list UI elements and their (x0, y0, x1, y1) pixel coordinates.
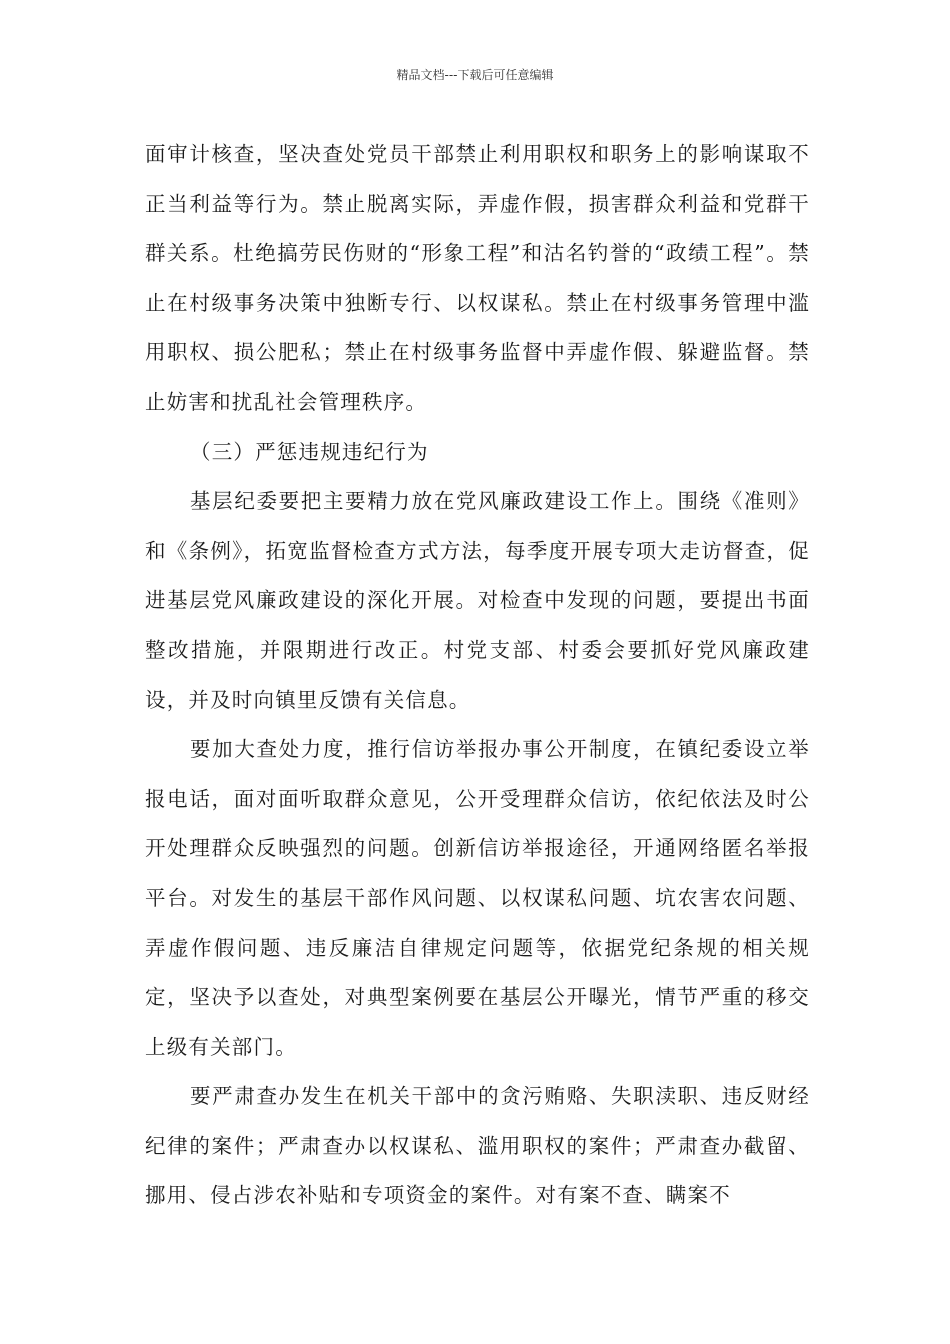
page-header: 精品文档---下载后可任意编辑 (396, 68, 554, 82)
paragraph: 基层纪委要把主要精力放在党风廉政建设工作上。围绕《准则》和《条例》，拓宽监督检查方式方法，每季度开展专项大走访督查，促进基层党风廉政建设的深化开展。对检查中发现的问题，要提出书面整改措施，并限期进行改正。村党支部、村委会要抓好党风廉政建设，并及时向镇里反馈有关信息。 (145, 489, 810, 712)
paragraph-continuation: 面审计核查，坚决查处党员干部禁止利用职权和职务上的影响谋取不正当利益等行为。禁止脱离实际，弄虚作假，损害群众利益和党群干群关系。杜绝搞劳民伤财的“形象工程”和沽名钓誉的“政绩工程”。禁止在村级事务决策中独断专行、以权谋私。禁止在村级事务管理中滥用职权、损公肥私；禁止在村级事务监督中弄虚作假、躲避监督。禁止妨害和扰乱社会管理秩序。 (145, 142, 810, 414)
section-heading: （三）严惩违规违纪行为 (190, 439, 429, 464)
paragraph: 要加大查处力度，推行信访举报办事公开制度，在镇纪委设立举报电话，面对面听取群众意见，公开受理群众信访，依纪依法及时公开处理群众反映强烈的问题。创新信访举报途径，开通网络匿名举报平台。对发生的基层干部作风问题、以权谋私问题、坑农害农问题、弄虚作假问题、违反廉洁自律规定问题等，依据党纪条规的相关规定，坚决予以查处，对典型案例要在基层公开曝光，情节严重的移交上级有关部门。 (145, 737, 810, 1059)
paragraph: 要严肃查办发生在机关干部中的贪污贿赂、失职渎职、违反财经纪律的案件；严肃查办以权谋私、滥用职权的案件；严肃查办截留、挪用、侵占涉农补贴和专项资金的案件。对有案不查、瞒案不 (145, 1084, 810, 1208)
document-body (145, 130, 810, 1221)
